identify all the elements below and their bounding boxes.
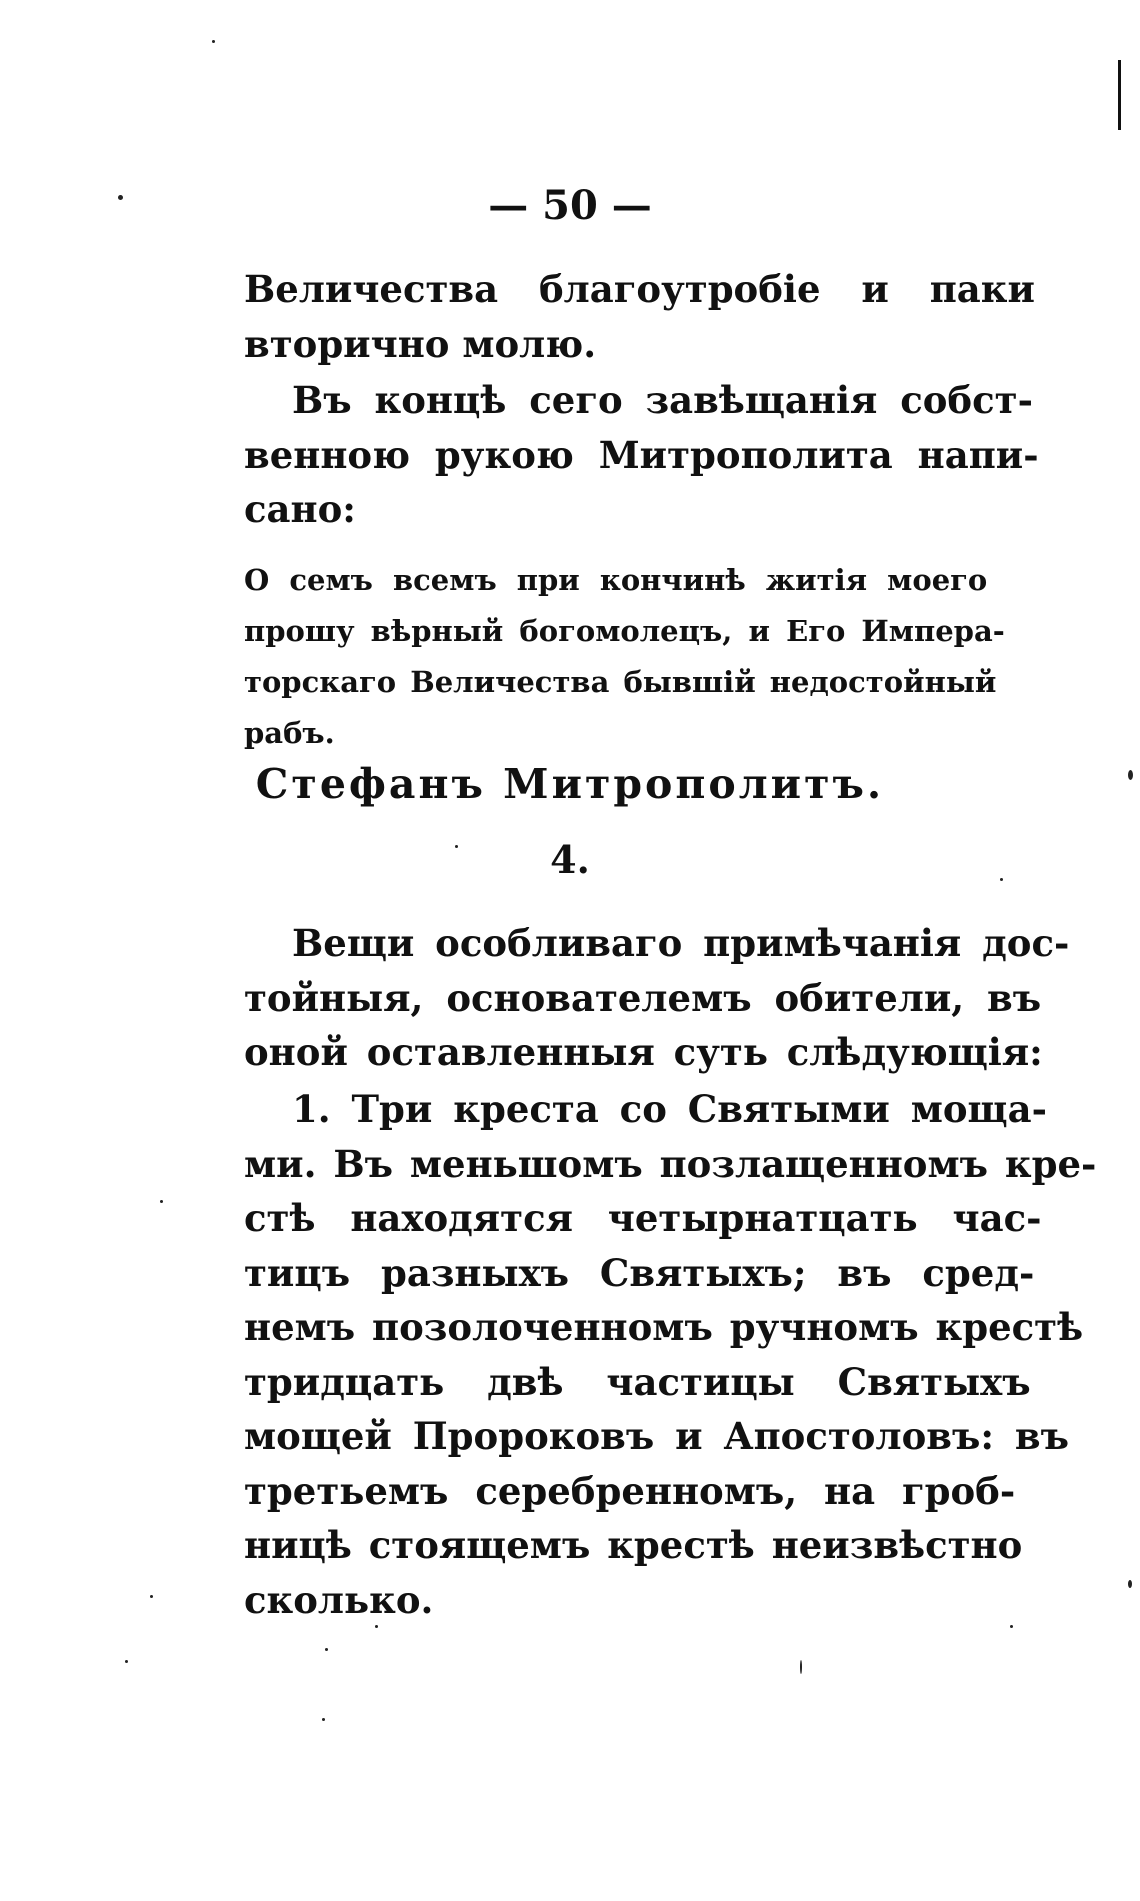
text-line: тойныя, основателемъ обители, въ bbox=[244, 975, 1042, 1020]
scan-speck bbox=[125, 1660, 128, 1663]
paragraph-items-intro bbox=[244, 916, 1070, 1080]
scan-speck bbox=[1010, 1625, 1013, 1628]
signature-line: Стефанъ Митрополитъ. bbox=[255, 760, 885, 808]
text-line: прошу вѣрный богомолецъ, и Его Импера- bbox=[244, 614, 1005, 648]
scan-speck bbox=[150, 1595, 153, 1598]
scan-speck bbox=[375, 1625, 378, 1628]
text-line: ми. Въ меньшомъ позлащенномъ кре- bbox=[244, 1141, 1097, 1186]
text-line: венною рукою Митрополита напи- bbox=[244, 432, 1039, 477]
text-line: О семъ всемъ при кончинѣ житiя моего bbox=[244, 563, 988, 597]
text-line: оной оставленныя суть слѣдующiя: bbox=[244, 1030, 1043, 1074]
text-line: торскаго Величества бывшiй недостойный bbox=[244, 665, 997, 699]
text-line: сано: bbox=[244, 487, 356, 531]
paragraph-continuation bbox=[244, 262, 1035, 371]
scan-speck bbox=[1128, 1580, 1132, 1588]
text-line: рабъ. bbox=[244, 716, 335, 750]
scan-speck bbox=[212, 40, 215, 43]
text-line: третьемъ серебренномъ, на гроб- bbox=[244, 1468, 1016, 1513]
page-number: — 50 — bbox=[488, 182, 652, 229]
paragraph-item-crosses bbox=[244, 1082, 1097, 1627]
paragraph-testament-note bbox=[244, 373, 1039, 537]
scan-speck bbox=[1000, 878, 1003, 881]
scan-speck bbox=[455, 845, 458, 848]
scan-speck bbox=[118, 195, 123, 200]
testament-quote bbox=[244, 555, 1020, 759]
text-line: ницѣ стоящемъ крестѣ неизвѣстно bbox=[244, 1523, 1023, 1567]
scan-edge-mark bbox=[1118, 60, 1121, 130]
section-number: 4. bbox=[550, 837, 590, 882]
scan-speck bbox=[325, 1648, 328, 1651]
text-line: тицъ разныхъ Святыхъ; въ сред- bbox=[244, 1250, 1035, 1295]
scan-speck bbox=[1128, 770, 1133, 780]
text-line: стѣ находятся четырнатцать час- bbox=[244, 1196, 1042, 1240]
scan-speck bbox=[800, 1660, 802, 1674]
text-line: 1. Три креста со Святыми моща- bbox=[292, 1087, 1047, 1131]
text-line: тридцать двѣ частицы Святыхъ bbox=[244, 1359, 1031, 1404]
text-line: мощей Пророковъ и Апостоловъ: въ bbox=[244, 1414, 1069, 1458]
scan-speck bbox=[322, 1718, 325, 1721]
scan-speck bbox=[160, 1200, 163, 1203]
text-line: Въ концѣ сего завѣщанiя собст- bbox=[292, 378, 1033, 422]
text-line: вторично молю. bbox=[244, 321, 597, 366]
text-line: Вещи особливаго примѣчанiя дос- bbox=[292, 921, 1070, 965]
text-line: немъ позолоченномъ ручномъ крестѣ bbox=[244, 1305, 1084, 1349]
text-line: Величества благоутробiе и паки bbox=[244, 267, 1035, 311]
text-line: сколько. bbox=[244, 1577, 434, 1622]
